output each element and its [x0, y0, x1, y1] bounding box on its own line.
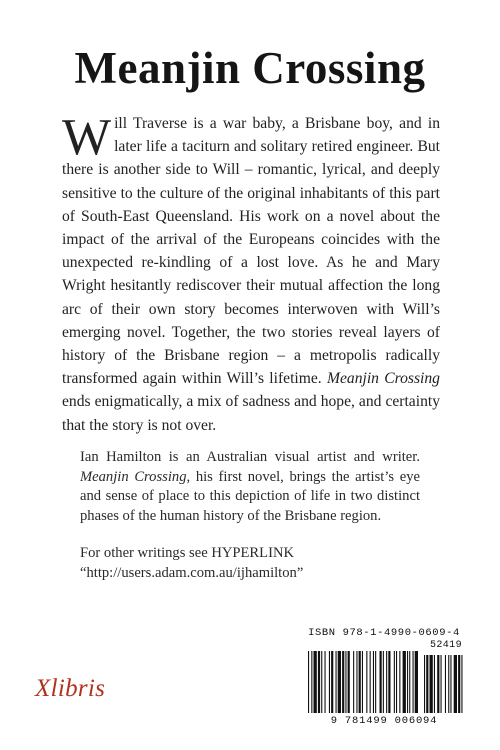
- other-writings-link: For other writings see HYPERLINK “http://users.adam.com.au/ijhamilton”: [80, 545, 304, 581]
- barcode-bar: [348, 651, 350, 713]
- barcode-bar: [356, 651, 357, 713]
- barcode-bar: [338, 651, 341, 713]
- barcode-image: [304, 651, 464, 715]
- barcode-bar: [311, 651, 312, 713]
- drop-cap: W: [62, 109, 112, 166]
- barcode-bar: [458, 655, 460, 713]
- barcode-bar: [450, 655, 451, 713]
- book-blurb: [62, 109, 440, 437]
- xlibris-logo: Xlibris: [35, 675, 106, 702]
- barcode-bar: [445, 655, 446, 713]
- barcode-bar: [437, 655, 439, 713]
- barcode-bar: [396, 651, 397, 713]
- author-bio: [80, 448, 420, 526]
- barcode-bar: [394, 651, 395, 713]
- barcode-bar: [454, 655, 457, 713]
- barcode-bar: [362, 651, 363, 713]
- barcode-bar: [441, 655, 442, 713]
- barcode-bar: [321, 651, 322, 713]
- bio-text-2: , his first novel, brings the artist’s eye and sense of place to this depiction of life in two distinct phases of the human history of the Brisbane region.: [80, 468, 420, 524]
- blurb-text-1: ill Traverse is a war baby, a Brisbane boy, and in later life a taciturn and solitary retired engineer. But there is another side to Will – romantic, lyrical, and deeply sensitive to the culture of the original inhabitants of this part of South-East Queensland. His work on a novel about the impact of the arrival of the Europeans coincides with the unexpected re-kindling of a lost love. As he and Mary Wright hesitantly rediscover their mutual affection the long arc of their own story becomes interwoven with Will’s emerging novel. Together, the two stories reveal layers of history of the Brisbane region – a metropolis radically transformed again within Will’s lifetime.: [62, 115, 440, 388]
- barcode-bar: [370, 651, 371, 713]
- barcode-bar: [399, 651, 400, 713]
- book-title: Meanjin Crossing: [74, 43, 426, 93]
- price-code: 52419: [429, 640, 462, 651]
- barcode-bar: [461, 655, 462, 713]
- barcode-bar: [329, 651, 330, 713]
- barcode-bar: [308, 651, 309, 713]
- barcode-bar: [403, 651, 406, 713]
- isbn-label: ISBN 978-1-4990-0609-4: [308, 627, 460, 639]
- barcode-bar: [366, 651, 367, 713]
- barcode-bar: [415, 651, 418, 713]
- barcode-bar: [373, 651, 374, 713]
- barcode-bar: [345, 651, 346, 713]
- blurb-text-2: ends enigmatically, a mix of sadness and hope, and certainty that the story is not over.: [62, 393, 440, 434]
- barcode-bar: [318, 651, 320, 713]
- barcode-bar: [359, 651, 361, 713]
- barcode-bar: [325, 651, 326, 713]
- blurb-title-italic: Meanjin Crossing: [326, 370, 440, 388]
- barcode-bar: [386, 651, 387, 713]
- barcode-bar: [331, 651, 333, 713]
- barcode-bar: [380, 651, 382, 713]
- barcode-bar: [342, 651, 344, 713]
- barcode-bar: [353, 651, 354, 713]
- barcode-bar: [375, 651, 376, 713]
- bio-title-italic: Meanjin Crossing: [80, 468, 187, 485]
- barcode-bar: [388, 651, 390, 713]
- barcode-bar: [426, 655, 428, 713]
- barcode-bar: [448, 655, 449, 713]
- barcode-bar: [336, 651, 337, 713]
- barcode-bar: [413, 651, 414, 713]
- barcode-bar: [407, 651, 408, 713]
- barcode-bar: [434, 655, 435, 713]
- barcode-number: 9 781499 006094: [330, 715, 438, 727]
- barcode-bar: [424, 655, 425, 713]
- barcode-bar: [430, 655, 433, 713]
- barcode-bar: [383, 651, 384, 713]
- barcode-bar: [409, 651, 410, 713]
- barcode-panel: [304, 627, 464, 727]
- bio-text-1: Ian Hamilton is an Australian visual artist and writer.: [80, 449, 420, 465]
- barcode-bar: [314, 651, 317, 713]
